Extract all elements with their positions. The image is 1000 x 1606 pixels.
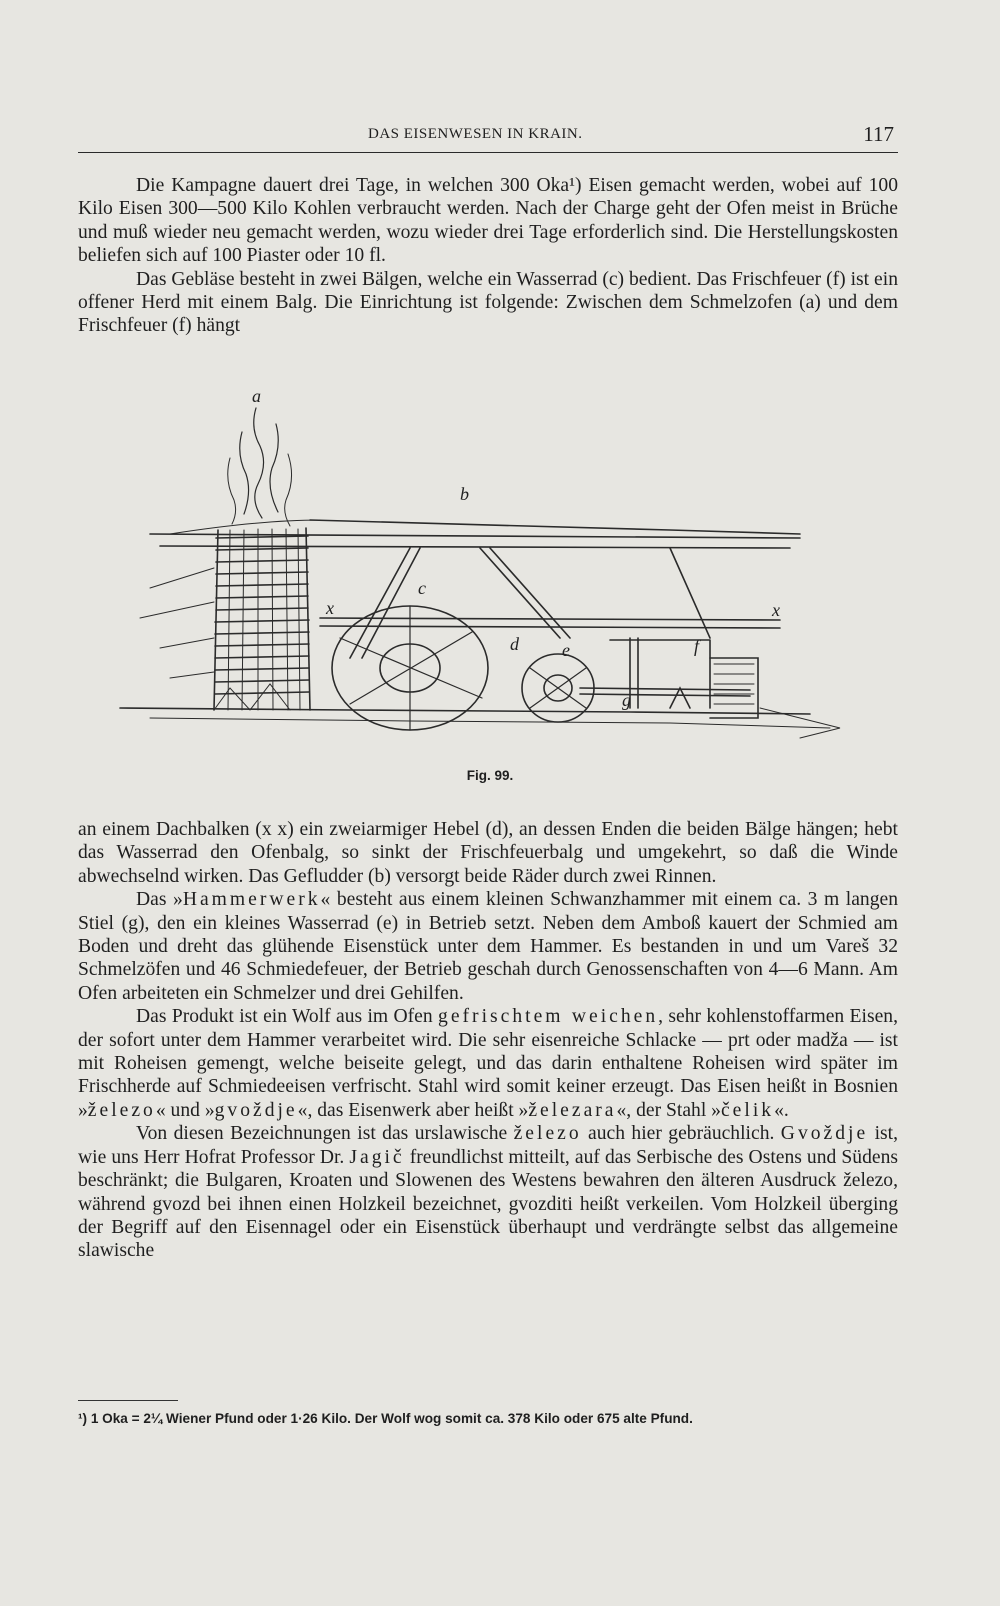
name-jagic: Jagič xyxy=(349,1146,405,1168)
term-gefrischtem-weichen: gefrischtem weichen xyxy=(438,1006,659,1028)
label-c: c xyxy=(418,578,426,598)
footnote: ¹) 1 Oka = 2¼ Wiener Pfund oder 1·26 Kilo. Der Wolf wog somit ca. 378 Kilo oder 675 alte Pfund. xyxy=(78,1411,693,1426)
text-block-bottom xyxy=(78,818,898,1263)
label-e: e xyxy=(562,640,570,660)
paragraph-hammerwerk: Das »Hammerwerk« besteht aus einem kleinen Schwanzhammer mit einem ca. 3 m langen Stiel (g), den ein kleines Wasserrad (e) in Betrieb setzt. Neben dem Amboß kauert der Schmied am Boden und dreht das glühende Eisenstück unter dem Hammer. Es bestanden in und um Vareš 32 Schmelzöfen und 46 Schmiedefeuer, der Betrieb geschah durch Genossenschaften von 4—6 Mann. Am Ofen arbeiteten ein Schmelzer und drei Gehilfen. xyxy=(78,889,898,1004)
paragraph-blower: Das Gebläse besteht in zwei Bälgen, welche ein Wasserrad (c) bedient. Das Frischfeuer (f) ist ein offener Herd mit einem Balg. Die Einrichtung ist folgende: Zwischen dem Schmelzofen (a) und dem Frischfeuer (f) hängt xyxy=(78,268,898,337)
label-a: a xyxy=(252,388,261,406)
forge-hearth xyxy=(710,658,758,718)
page-number: 117 xyxy=(863,122,894,146)
term-gvozdje: gvoždje xyxy=(214,1099,298,1121)
term-zelezo: železo xyxy=(87,1099,156,1121)
paragraph-product: Das Produkt ist ein Wolf aus im Ofen gefrischtem weichen, sehr kohlenstoffarmen Eisen, der sofort unter dem Hammer verarbeitet wird. Die sehr eisenreiche Schlacke — prt oder madža — ist mit Roheisen gemengt, welche beiseite gelegt, und das darin enthaltene Roheisen wird später im Frischherde auf Schmiedeeisen verfrischt. Stahl wird somit keiner erzeugt. Das Eisen heißt in Bosnien »železo« und »gvoždje«, das Eisenwerk aber heißt »železara«, der Stahl »čelik«. xyxy=(78,1006,898,1121)
furnace-tower xyxy=(140,528,310,710)
running-head: DAS EISENWESEN IN KRAIN. xyxy=(368,126,583,142)
paragraph-lever: an einem Dachbalken (x x) ein zweiarmiger Hebel (d), an dessen Enden die beiden Bälge hängen; hebt das Wasserrad den Ofenbalg, so sinkt der Frischfeuerbalg und umgekehrt, so daß die Winde abwechselnd wirken. Das Gefludder (b) versorgt beide Räder durch zwei Rinnen. xyxy=(78,819,898,887)
label-f: f xyxy=(694,636,700,656)
roof-beam xyxy=(150,534,800,548)
paragraph-campaign: Die Kampagne dauert drei Tage, in welchen 300 Oka¹) Eisen gemacht werden, wobei auf 100 Kilo Eisen 300—500 Kilo Kohlen verbraucht werden. Nach der Charge geht der Ofen meist in Brüche und muß wieder neu gemacht werden, wozu wieder drei Tage erforderlich sind. Die Herstellungskosten beliefen sich auf 100 Piaster oder 10 fl. xyxy=(78,175,898,267)
figure-99 xyxy=(110,388,870,783)
furnace-sketch xyxy=(110,388,870,780)
term-zelezara: železara xyxy=(528,1099,617,1121)
label-x-left: x xyxy=(326,598,334,618)
footnote-rule xyxy=(78,1400,178,1401)
term-zelezo-2: železo xyxy=(513,1123,582,1145)
label-d: d xyxy=(510,634,519,654)
paragraph-terms: Von diesen Bezeichnungen ist das urslawische železo auch hier gebräuchlich. Gvoždje ist, wie uns Herr Hofrat Professor Dr. Jagič freundlichst mitteilt, auf das Serbische des Ostens und Südens beschränkt; die Bulgaren, Kroaten und Slowenen des Westens bewahren den älteren Ausdruck železo, während gvozd bei ihnen einen Holzkeil bezeichnet, gvozditi heißt verkeilen. Vom Holzkeil überging der Begriff auf den Eisennagel oder ein Eisenstück überhaupt und verdrängte selbst das allgemeine slawische xyxy=(78,1123,899,1262)
term-gvozdje-2: Gvoždje xyxy=(780,1123,869,1145)
term-celik: čelik xyxy=(720,1099,775,1121)
term-hammerwerk: Hammerwerk xyxy=(182,889,321,911)
lever-beam xyxy=(320,618,780,628)
page-header xyxy=(78,118,898,153)
hammer-shaft xyxy=(580,688,750,696)
label-x-right: x xyxy=(772,600,780,620)
label-b: b xyxy=(460,484,469,504)
figure-caption: Fig. 99. xyxy=(466,768,514,783)
text-block-top xyxy=(78,174,898,338)
label-g: g xyxy=(622,690,631,710)
